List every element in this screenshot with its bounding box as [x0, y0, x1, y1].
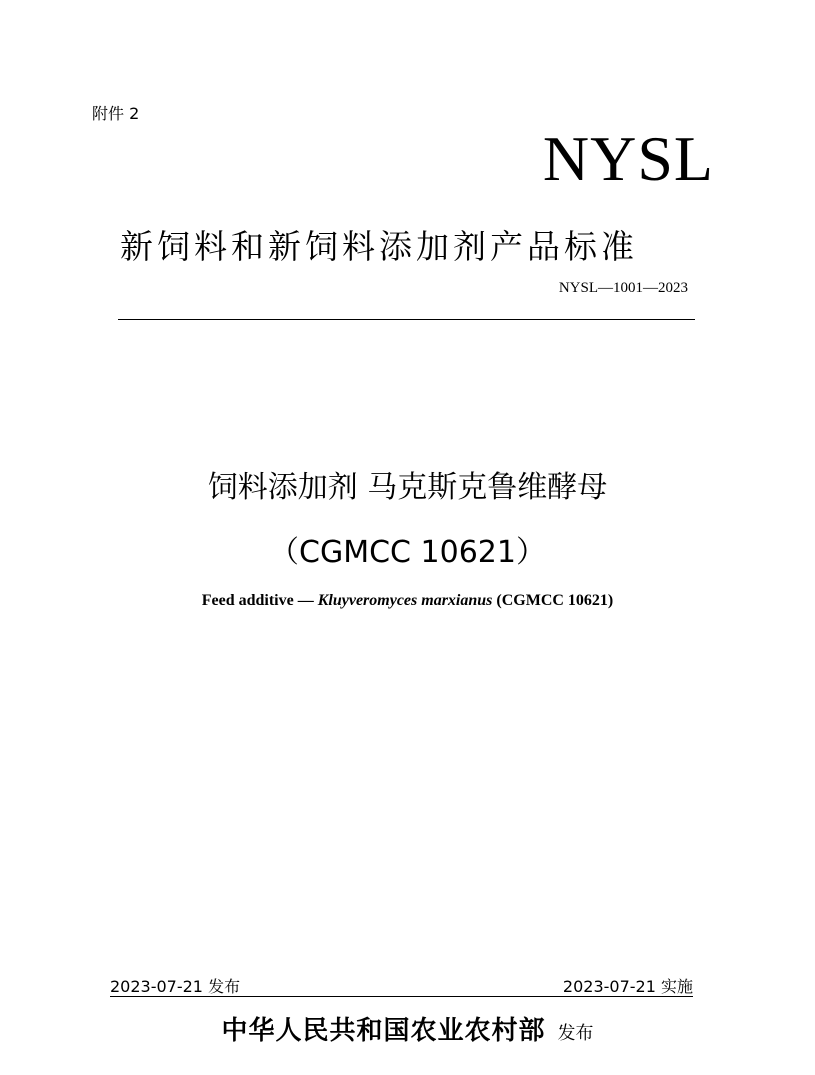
issuer-organization: 中华人民共和国农业农村部: [221, 1016, 546, 1046]
document-title-english: [0, 592, 815, 610]
footer-divider: [110, 996, 693, 997]
standard-number: NYSL—1001—2023: [558, 280, 688, 296]
title-english-prefix: Feed additive —: [201, 592, 318, 609]
issuer-action: 发布: [557, 1023, 594, 1044]
category-title: 新饲料和新饲料添加剂产品标准: [120, 227, 638, 266]
standard-code: NYSL: [542, 123, 714, 194]
title-english-species: Kluyveromyces marxianus: [317, 592, 493, 609]
issuer-line: [0, 1010, 815, 1047]
publish-date: 2023-07-21 发布: [110, 977, 241, 996]
header-divider: [118, 319, 695, 320]
title-english-suffix: (CGMCC 10621): [492, 592, 614, 609]
attachment-label: 附件 2: [92, 104, 140, 123]
implement-date: 2023-07-21 实施: [562, 977, 693, 996]
document-title-strain: （CGMCC 10621）: [269, 535, 546, 570]
document-title-chinese: 饲料添加剂 马克斯克鲁维酵母: [207, 470, 608, 505]
